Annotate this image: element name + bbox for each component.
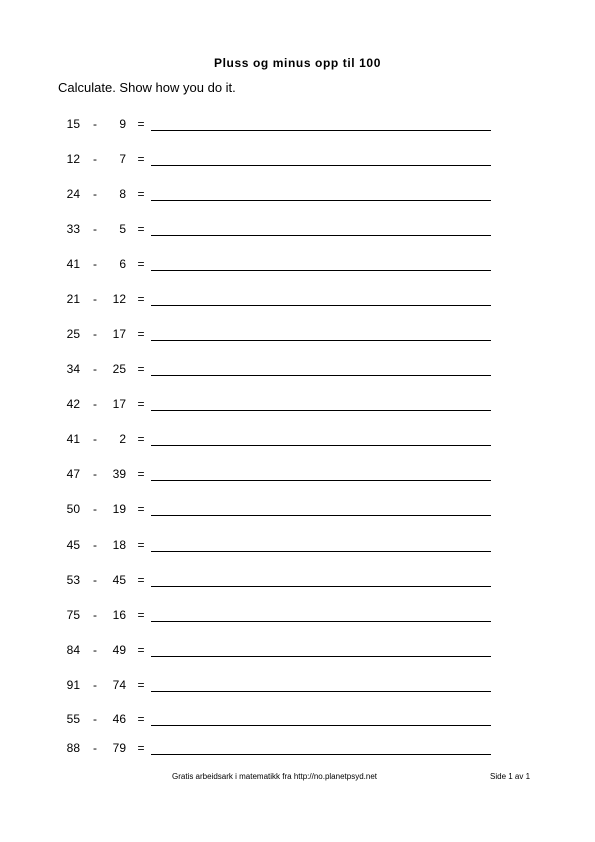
problem-row	[0, 257, 595, 275]
answer-line[interactable]	[151, 410, 491, 411]
problem-row	[0, 362, 595, 380]
problem-row	[0, 643, 595, 661]
answer-line[interactable]	[151, 621, 491, 622]
second-number: 79	[112, 741, 126, 755]
answer-line[interactable]	[151, 235, 491, 236]
minus-sign: -	[93, 152, 97, 166]
minus-sign: -	[93, 327, 97, 341]
problem-row	[0, 187, 595, 205]
second-number: 25	[112, 362, 126, 376]
first-number: 25	[66, 327, 80, 341]
equals-sign: =	[137, 741, 145, 755]
minus-sign: -	[93, 222, 97, 236]
second-number: 74	[112, 678, 126, 692]
first-number: 24	[66, 187, 80, 201]
problem-row	[0, 467, 595, 485]
second-number: 5	[119, 222, 126, 236]
answer-line[interactable]	[151, 586, 491, 587]
answer-line[interactable]	[151, 480, 491, 481]
equals-sign: =	[137, 222, 145, 236]
answer-line[interactable]	[151, 305, 491, 306]
first-number: 50	[66, 502, 80, 516]
minus-sign: -	[93, 741, 97, 755]
first-number: 91	[66, 678, 80, 692]
minus-sign: -	[93, 187, 97, 201]
equals-sign: =	[137, 538, 145, 552]
answer-line[interactable]	[151, 656, 491, 657]
minus-sign: -	[93, 467, 97, 481]
second-number: 6	[119, 257, 126, 271]
equals-sign: =	[137, 292, 145, 306]
second-number: 16	[112, 608, 126, 622]
equals-sign: =	[137, 608, 145, 622]
minus-sign: -	[93, 432, 97, 446]
second-number: 17	[112, 327, 126, 341]
minus-sign: -	[93, 362, 97, 376]
first-number: 88	[66, 741, 80, 755]
equals-sign: =	[137, 432, 145, 446]
equals-sign: =	[137, 467, 145, 481]
equals-sign: =	[137, 257, 145, 271]
second-number: 39	[112, 467, 126, 481]
equals-sign: =	[137, 573, 145, 587]
first-number: 41	[66, 432, 80, 446]
minus-sign: -	[93, 502, 97, 516]
equals-sign: =	[137, 117, 145, 131]
equals-sign: =	[137, 327, 145, 341]
first-number: 33	[66, 222, 80, 236]
second-number: 45	[112, 573, 126, 587]
problem-row	[0, 292, 595, 310]
problem-row	[0, 608, 595, 626]
equals-sign: =	[137, 678, 145, 692]
minus-sign: -	[93, 257, 97, 271]
first-number: 21	[66, 292, 80, 306]
second-number: 46	[112, 712, 126, 726]
answer-line[interactable]	[151, 551, 491, 552]
second-number: 17	[112, 397, 126, 411]
minus-sign: -	[93, 678, 97, 692]
first-number: 12	[66, 152, 80, 166]
answer-line[interactable]	[151, 754, 491, 755]
second-number: 7	[119, 152, 126, 166]
first-number: 47	[66, 467, 80, 481]
first-number: 84	[66, 643, 80, 657]
answer-line[interactable]	[151, 200, 491, 201]
answer-line[interactable]	[151, 725, 491, 726]
equals-sign: =	[137, 362, 145, 376]
second-number: 49	[112, 643, 126, 657]
problem-row	[0, 327, 595, 345]
second-number: 18	[112, 538, 126, 552]
first-number: 15	[66, 117, 80, 131]
equals-sign: =	[137, 712, 145, 726]
answer-line[interactable]	[151, 375, 491, 376]
answer-line[interactable]	[151, 270, 491, 271]
minus-sign: -	[93, 117, 97, 131]
second-number: 12	[112, 292, 126, 306]
first-number: 42	[66, 397, 80, 411]
problem-row	[0, 502, 595, 520]
problem-row	[0, 432, 595, 450]
first-number: 45	[66, 538, 80, 552]
second-number: 19	[112, 502, 126, 516]
answer-line[interactable]	[151, 691, 491, 692]
problem-row	[0, 712, 595, 730]
answer-line[interactable]	[151, 515, 491, 516]
answer-line[interactable]	[151, 445, 491, 446]
first-number: 41	[66, 257, 80, 271]
minus-sign: -	[93, 538, 97, 552]
problem-row	[0, 573, 595, 591]
equals-sign: =	[137, 152, 145, 166]
problem-row	[0, 741, 595, 759]
problem-row	[0, 152, 595, 170]
answer-line[interactable]	[151, 340, 491, 341]
problem-row	[0, 117, 595, 135]
equals-sign: =	[137, 502, 145, 516]
first-number: 34	[66, 362, 80, 376]
first-number: 55	[66, 712, 80, 726]
equals-sign: =	[137, 397, 145, 411]
answer-line[interactable]	[151, 130, 491, 131]
minus-sign: -	[93, 292, 97, 306]
footer-page-number: Side 1 av 1	[490, 772, 531, 781]
footer-source: Gratis arbeidsark i matematikk fra http://no.planetpsyd.net	[172, 772, 377, 781]
second-number: 8	[119, 187, 126, 201]
first-number: 75	[66, 608, 80, 622]
problem-row	[0, 538, 595, 556]
second-number: 9	[119, 117, 126, 131]
instructions: Calculate. Show how you do it.	[58, 80, 236, 95]
minus-sign: -	[93, 643, 97, 657]
second-number: 2	[119, 432, 126, 446]
minus-sign: -	[93, 573, 97, 587]
page-title: Pluss og minus opp til 100	[214, 56, 381, 70]
problem-row	[0, 397, 595, 415]
problem-row	[0, 678, 595, 696]
minus-sign: -	[93, 397, 97, 411]
equals-sign: =	[137, 187, 145, 201]
minus-sign: -	[93, 712, 97, 726]
answer-line[interactable]	[151, 165, 491, 166]
equals-sign: =	[137, 643, 145, 657]
first-number: 53	[66, 573, 80, 587]
minus-sign: -	[93, 608, 97, 622]
problem-row	[0, 222, 595, 240]
